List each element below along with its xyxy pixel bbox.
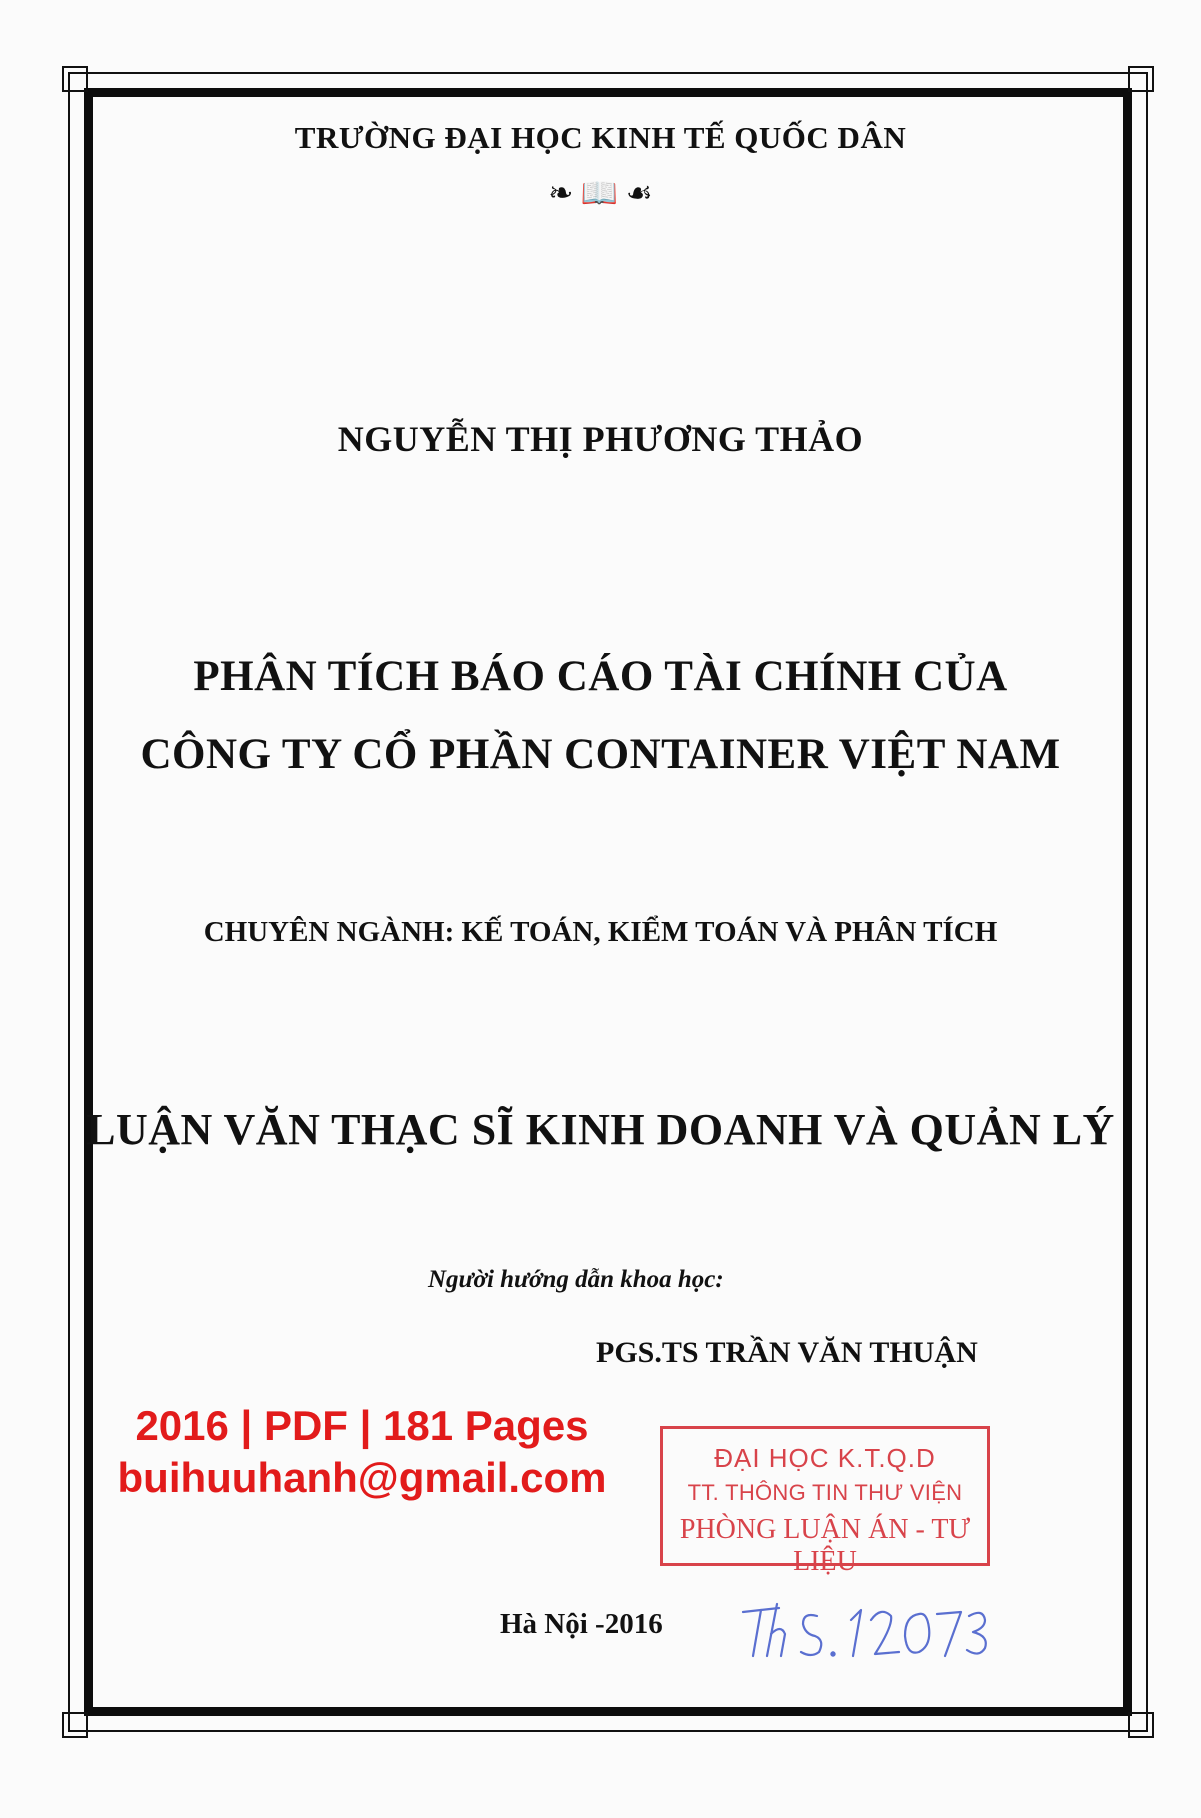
watermark-email: buihuuhanh@gmail.com xyxy=(117,1454,607,1501)
place-and-year: Hà Nội -2016 xyxy=(500,1608,663,1640)
frame-corner-ornament xyxy=(62,1712,88,1738)
stamp-line-1: ĐẠI HỌC K.T.Q.D xyxy=(714,1443,936,1473)
advisor-name: PGS.TS TRẦN VĂN THUẬN xyxy=(596,1336,978,1369)
school-name: TRƯỜNG ĐẠI HỌC KINH TẾ QUỐC DÂN xyxy=(294,120,907,155)
book-ornament-icon: ❧ 📖 ☙ xyxy=(548,177,653,210)
watermark-text xyxy=(92,1400,632,1504)
frame-corner-ornament xyxy=(1128,1712,1154,1738)
frame-corner-ornament xyxy=(62,66,88,92)
library-stamp xyxy=(660,1426,990,1577)
thesis-title-line-1: PHÂN TÍCH BÁO CÁO TÀI CHÍNH CỦA xyxy=(193,653,1008,700)
author-name: NGUYỄN THỊ PHƯƠNG THẢO xyxy=(337,419,864,459)
watermark-line-1: 2016 | PDF | 181 Pages xyxy=(135,1402,589,1449)
handwritten-catalog-number xyxy=(735,1590,995,1670)
frame-corner-ornament xyxy=(1128,66,1154,92)
thesis-title-line-2: CÔNG TY CỔ PHẦN CONTAINER VIỆT NAM xyxy=(140,731,1061,778)
degree-type: LUẬN VĂN THẠC SĨ KINH DOANH VÀ QUẢN LÝ xyxy=(86,1105,1115,1154)
stamp-line-3: PHÒNG LUẬN ÁN - TƯ LIỆU xyxy=(679,1514,971,1577)
stamp-line-2: TT. THÔNG TIN THƯ VIỆN xyxy=(687,1480,963,1505)
major-field: CHUYÊN NGÀNH: KẾ TOÁN, KIỂM TOÁN VÀ PHÂN TÍCH xyxy=(203,916,998,948)
advisor-label: Người hướng dẫn khoa học: xyxy=(428,1266,724,1293)
